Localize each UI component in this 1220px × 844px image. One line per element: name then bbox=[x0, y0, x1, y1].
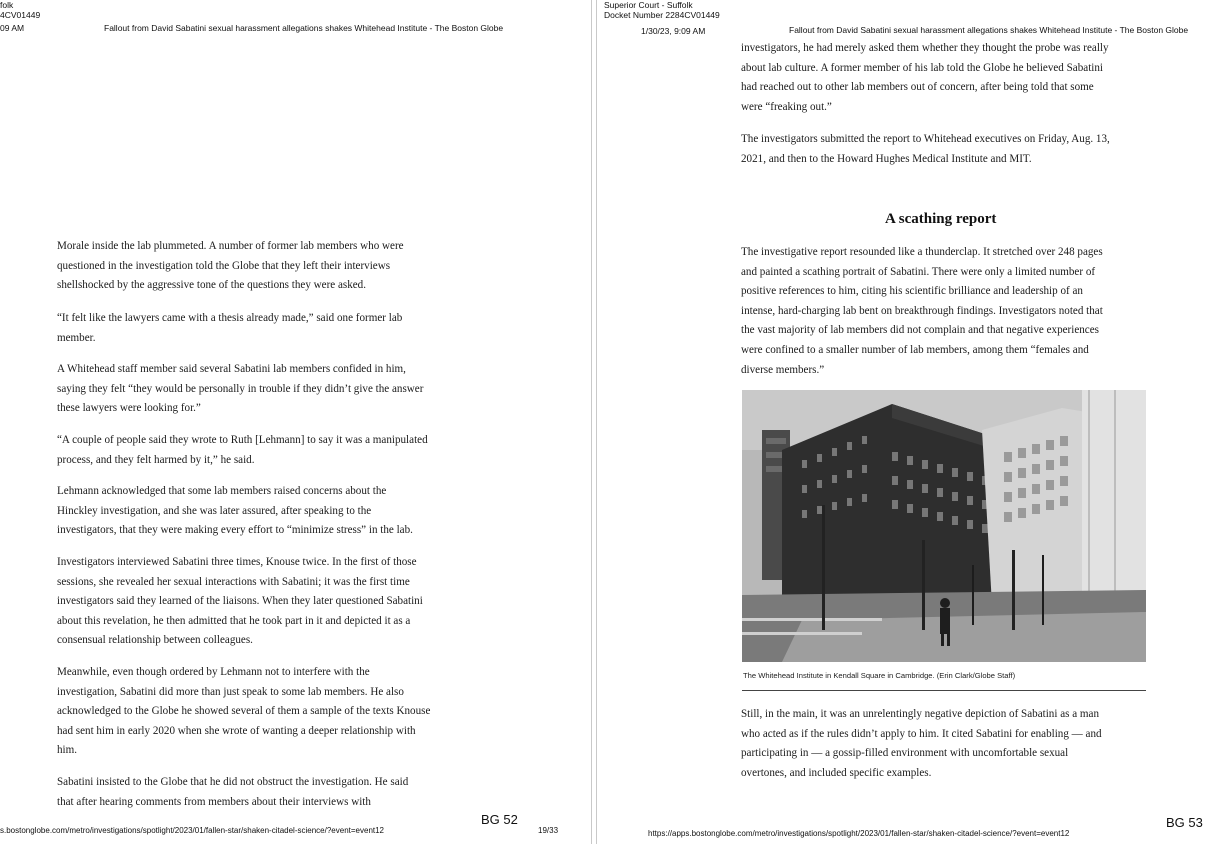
article-paragraph: Lehmann acknowledged that some lab members raised concerns about the Hinckley investigation, and she was later assured, after speaking to the investigators, that they were making every effort to “minimize stress” in the lab. bbox=[57, 485, 413, 537]
section-heading: A scathing report bbox=[885, 211, 997, 227]
article-paragraph: Still, in the main, it was an unrelentingly negative depiction of Sabatini as a man who acted as if the rules didn’t apply to him. It cited Sabatini for enabling — and participating in — a gossip-filled environment with uncomfortable sexual overtones, and included specific examples. bbox=[741, 708, 1102, 779]
photo-caption: The Whitehead Institute in Kendall Square in Cambridge. (Erin Clark/Globe Staff) bbox=[743, 671, 1016, 680]
footer-url: s.bostonglobe.com/metro/investigations/spotlight/2023/01/fallen-star/shaken-citadel-science/?event=event12 bbox=[0, 826, 385, 835]
page-gutter bbox=[588, 0, 600, 844]
article-paragraph: A Whitehead staff member said several Sabatini lab members confided in him, saying they felt “they would be personally in trouble if they didn’t give the answer these lawyers were looking for.” bbox=[57, 363, 424, 415]
article-header-title: Fallout from David Sabatini sexual harassment allegations shakes Whitehead Institute - The Boston Globe bbox=[104, 23, 504, 33]
article-paragraph: The investigative report resounded like a thunderclap. It stretched over 248 pages and painted a scathing portrait of Sabatini. There were only a limited number of positive references to him, citing his scientific brilliance and leadership of an intense, hard-charging lab bent on breakthrough findings. Investigators noted that the vast majority of lab members did not complain and that negative experiences were confined to a smaller number of lab members, among them “females and diverse members.” bbox=[741, 246, 1103, 376]
gutter-rule bbox=[591, 0, 592, 844]
right-page bbox=[600, 0, 1220, 844]
court-header-line1: Superior Court - Suffolk bbox=[604, 0, 693, 10]
article-paragraph: “It felt like the lawyers came with a thesis already made,” said one former lab member. bbox=[57, 312, 403, 344]
court-header-docket: 4CV01449 bbox=[0, 10, 41, 20]
court-header-docket: Docket Number 2284CV01449 bbox=[604, 10, 720, 20]
bates-number: BG 52 bbox=[481, 812, 518, 827]
bates-number: BG 53 bbox=[1166, 815, 1203, 830]
caption-divider bbox=[742, 690, 1146, 691]
print-timestamp: 1/30/23, 9:09 AM bbox=[641, 26, 706, 36]
footer-url: https://apps.bostonglobe.com/metro/investigations/spotlight/2023/01/fallen-star/shaken-citadel-science/?event=event12 bbox=[648, 829, 1070, 838]
left-page bbox=[0, 0, 588, 844]
court-header-line1: folk bbox=[0, 0, 14, 10]
article-paragraph: “A couple of people said they wrote to Ruth [Lehmann] to say it was a manipulated process, and they felt harmed by it,” he said. bbox=[57, 434, 428, 466]
print-timestamp: 09 AM bbox=[0, 23, 25, 33]
article-header-title: Fallout from David Sabatini sexual harassment allegations shakes Whitehead Institute - The Boston Globe bbox=[789, 25, 1189, 35]
article-paragraph: Morale inside the lab plummeted. A number of former lab members who were questioned in the investigation told the Globe that they left their interviews shellshocked by the aggressive tone of the questions they were asked. bbox=[57, 240, 404, 292]
article-paragraph: Sabatini insisted to the Globe that he did not obstruct the investigation. He said that after hearing comments from members about their interviews with bbox=[57, 776, 409, 808]
gutter-rule bbox=[596, 0, 597, 844]
article-paragraph: The investigators submitted the report to Whitehead executives on Friday, Aug. 13, 2021, and then to the Howard Hughes Medical Institute and MIT. bbox=[741, 133, 1110, 165]
whitehead-institute-photo bbox=[742, 390, 1146, 662]
page-count: 19/33 bbox=[538, 826, 559, 835]
article-paragraph: Investigators interviewed Sabatini three times, Knouse twice. In the first of those sessions, she revealed her sexual interactions with Sabatini; it was the first time investigators said they learned of the liaisons. When they later questioned Sabatini about this revelation, he then admitted that he took part in it and depicted it as a consensual relationship between colleagues. bbox=[57, 556, 423, 647]
article-paragraph: Meanwhile, even though ordered by Lehmann not to interfere with the investigation, Sabatini did more than just speak to some lab members. He also acknowledged to the Globe he showed several of them a sample of the texts Knouse had sent him in early 2020 when she wrote of wanting a deeper relationship with him. bbox=[57, 666, 431, 757]
article-paragraph: investigators, he had merely asked them whether they thought the probe was really about lab culture. A former member of his lab told the Globe he believed Sabatini had reached out to other lab members out of concern, after being told that some were “freaking out.” bbox=[741, 42, 1109, 113]
